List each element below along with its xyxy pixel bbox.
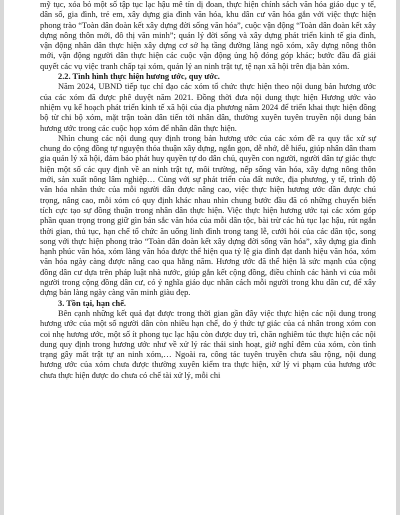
paragraph-intro: mỹ tục, xóa bỏ một số tập tục lạc hậu mê tín dị đoan, thực hiện chính sách văn hóa giáo dục y tế, dân số, gia đình, trẻ em, xây dựng gia đình văn hóa, khu dân cư văn hóa gắn với việc thực hiện phong trào “Toàn dân đoàn kết xây dựng đời sống văn hóa”, cuộc vận động “Toàn dân đoàn kết xây dựng nông thôn mới, đô thị văn minh”; quản lý đời sống và xây dựng phát triển kinh tế gia đình, vận động nhân dân thực hiện xây dựng cơ sở hạ tầng đường làng ngõ xóm, xây dựng nông thôn mới, vận động người dân thực hiện các cuộc vận động ủng hộ đóng góp khác; bước đầu đã giải quyết các vụ việc tranh chấp tại xóm, quản lý an ninh trật tự, tệ nạn xã hội trên địa bàn xóm.: [40, 0, 376, 71]
paragraph-2-2-b: Nhìn chung các nội dung quy định trong bản hương ước của các xóm đề ra quy tắc xử sự chung do cộng đồng tự nguyện thỏa thuận xây dựng, ngắn gọn, dễ nhớ, dễ hiểu, giúp nhân dân tham gia quản lý xã hội, đảm bảo phát huy quyền tự do dân chủ, quyền con người, người dân tự giác thực hiện một số các quy định về an ninh trật tự, môi trường, nếp sống văn hóa, xây dựng nông thôn mới, sản xuất nông lâm nghiệp… Cùng với sự phát triển của đất nước, địa phương, y tế, trình độ văn hóa nhân thức của mỗi người dân được nâng cao, việc thực hiện hương ước dần được chú trọng, nâng cao, mỗi xóm có quy định khác nhau nhìn chung bước đầu đã có những chuyển biến tích cực tạo sự đồng thuận trong nhân dân thực hiện. Việc thực hiện hương ước tại các xóm góp phần quan trọng trong giữ gìn bản sắc văn hóa của mỗi dân tộc, bài trừ các hủ tục lạc hậu, rút ngắn thời gian, thủ tục, hạn chế tổ chức ăn uống linh đình trong tang lễ, cưới hỏi của các dân tộc, song song với thực hiện phong trào “Toàn dân đoàn kết xây dựng đời sống văn hóa”, xây dựng gia đình hạnh phúc văn hóa, xóm làng văn hóa được thể hiện qua tỷ lệ gia đình đạt danh hiệu văn hóa, xóm văn hóa ngày càng được nâng cao qua hằng năm. Hương ước đã thể hiện là sức mạnh của cộng đồng dân cư dựa trên pháp luật nhà nước, giúp gắn kết cộng đồng, điều chỉnh các hành vi của mỗi người trong cộng đồng dân cư, có ý nghĩa giáo dục nhân cách mỗi người trong khu dân cư, để xây dựng bản làng ngày càng văn minh giàu đẹp.: [40, 133, 376, 298]
document-page: [4, 0, 396, 515]
section-heading-3: 3. Tồn tại, hạn chế.: [58, 298, 127, 308]
paragraph-3: Bên cạnh những kết quả đạt được trong thời gian gần đây việc thực hiện các nội dung trong hương ước của một số người dân còn nhiều hạn chế, do ý thức tự giác của cá nhân trong xóm con coi nhẹ hương ước, một số ít phong tục lạc hậu còn được duy trì, chăn nghiêm túc thực hiện các nội dung quy định trong hương ước như về xử lý rác thải sinh hoạt, giờ nghỉ đêm của xóm, còn tình trạng gây mất trật tự an ninh xóm,… Ngoài ra, công tác tuyên truyền chưa sâu rộng, nội dung hương ước của xóm chưa được thường xuyên kiểm tra thực hiện, xử lý vi phạm của hương ước chưa thực hiện được do chưa có chế tài xử lý, mỗi chi: [40, 308, 376, 380]
document-body: [40, 0, 376, 381]
section-heading-2-2: 2.2. Tình hình thực hiện hương ước, quy ước.: [58, 72, 220, 82]
paragraph-2-2-a: Năm 2024, UBND tiếp tục chỉ đạo các xóm tổ chức thực hiện theo nội dung bản hương ước của các xóm đã được phê duyệt năm 2021. Đồng thời đưa nội dung thực hiện Hương ước vào nhiệm vụ kế hoạch phát triển kinh tế xã hội của địa phương năm 2024 để triển khai thực hiện đồng bộ từ chi bộ xóm, mặt trận toàn dân tiến tới nhân dân, thường xuyên tuyên truyền nội dung bản hương ước trong các cuộc họp xóm để nhân dân thực hiện.: [40, 82, 376, 133]
